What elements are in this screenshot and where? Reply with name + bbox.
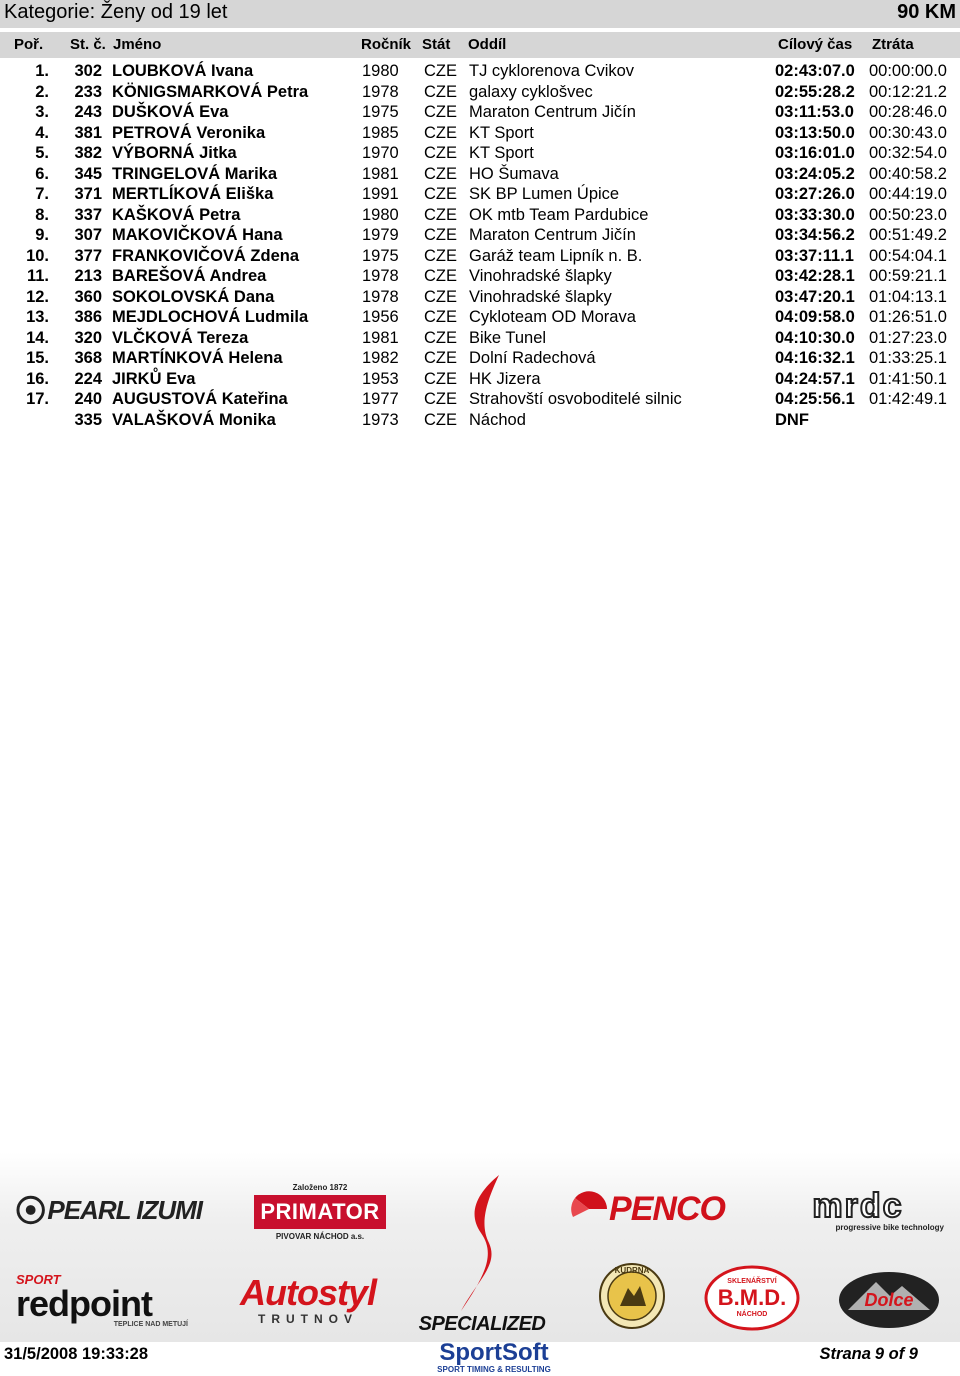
dolce-text: Dolce <box>864 1289 914 1310</box>
row-position: 13. <box>26 308 49 326</box>
row-state: CZE <box>424 267 457 285</box>
pearl-izumi-logo <box>16 1188 202 1232</box>
row-gap: 00:50:23.0 <box>869 205 947 224</box>
sportsoft-sub: SPORT TIMING & RESULTING <box>437 1364 551 1374</box>
mrdc-sub: progressive bike technology <box>835 1222 944 1232</box>
row-club: HO Šumava <box>469 164 559 183</box>
mrdc-logo <box>772 1186 944 1234</box>
row-position: 5. <box>35 144 49 162</box>
table-row <box>0 389 960 410</box>
row-gap: 00:51:49.2 <box>869 226 947 244</box>
row-year: 1973 <box>362 410 399 429</box>
table-row <box>0 307 960 328</box>
bmd-sub: NÁCHOD <box>736 1311 768 1318</box>
race-distance: 90 KM <box>897 1 956 23</box>
row-club: SK BP Lumen Úpice <box>469 185 620 203</box>
row-finish-time: 03:42:28.1 <box>775 267 855 285</box>
row-name: VLČKOVÁ Tereza <box>112 328 249 347</box>
table-row <box>0 369 960 390</box>
row-state: CZE <box>424 349 457 367</box>
row-start-number: 307 <box>74 226 102 244</box>
row-finish-time: 03:16:01.0 <box>775 144 855 162</box>
row-start-number: 335 <box>74 410 102 429</box>
penco-logo <box>556 1186 738 1232</box>
row-year: 1991 <box>362 185 399 203</box>
table-row <box>0 266 960 287</box>
redpoint-logo <box>16 1270 188 1330</box>
page-label: Strana <box>819 1345 871 1363</box>
primator-founded: Založeno 1872 <box>292 1183 348 1192</box>
row-finish-time: 03:37:11.1 <box>775 246 854 265</box>
row-year: 1978 <box>362 82 399 101</box>
row-gap: 00:30:43.0 <box>869 123 947 142</box>
kudrna-logo <box>598 1262 666 1330</box>
penco-text: PENCO <box>609 1189 725 1228</box>
row-finish-time: 04:24:57.1 <box>775 369 855 388</box>
row-finish-time: 03:33:30.0 <box>775 205 855 224</box>
row-year: 1977 <box>362 390 399 408</box>
row-year: 1985 <box>362 123 399 142</box>
autostyl-sub: TRUTNOV <box>258 1312 358 1326</box>
row-gap: 01:33:25.1 <box>869 349 947 367</box>
sportsoft-logo <box>410 1340 578 1374</box>
row-start-number: 360 <box>74 287 102 306</box>
row-start-number: 302 <box>74 62 102 80</box>
row-finish-time: 03:47:20.1 <box>775 287 855 306</box>
row-club: Garáž team Lipník n. B. <box>469 246 643 265</box>
row-name: KAŠKOVÁ Petra <box>112 205 241 224</box>
row-position: 1. <box>35 62 49 80</box>
table-row <box>0 287 960 308</box>
row-club: Dolní Radechová <box>469 349 596 367</box>
row-name: PETROVÁ Veronika <box>112 123 266 142</box>
row-position: 15. <box>26 349 49 367</box>
table-row <box>0 82 960 103</box>
row-position: 7. <box>35 185 49 203</box>
primator-logo <box>254 1176 386 1248</box>
table-row <box>0 61 960 82</box>
row-name: MEJDLOCHOVÁ Ludmila <box>112 308 309 326</box>
row-state: CZE <box>424 308 457 326</box>
row-start-number: 368 <box>74 349 102 367</box>
col-start-number: St. č. <box>70 36 106 53</box>
row-state: CZE <box>424 205 457 224</box>
row-club: Náchod <box>469 410 526 429</box>
row-state: CZE <box>424 123 457 142</box>
row-state: CZE <box>424 390 457 408</box>
row-gap: 00:59:21.1 <box>869 267 947 285</box>
row-gap: 00:40:58.2 <box>869 164 947 183</box>
specialized-s-icon <box>447 1173 517 1313</box>
row-position: 9. <box>35 226 49 244</box>
col-position: Poř. <box>14 36 44 53</box>
redpoint-sport: SPORT <box>16 1272 61 1287</box>
redpoint-text: redpoint <box>16 1283 152 1324</box>
row-name: JIRKŮ Eva <box>112 369 196 388</box>
row-year: 1981 <box>362 328 399 347</box>
row-position: 17. <box>26 390 49 408</box>
row-club: Vinohradské šlapky <box>469 287 612 306</box>
row-position: 3. <box>35 103 49 121</box>
primator-sub: PIVOVAR NÁCHOD a.s. <box>275 1232 365 1241</box>
row-state: CZE <box>424 369 457 388</box>
dolce-logo <box>836 1270 942 1330</box>
specialized-text: SPECIALIZED <box>418 1313 546 1335</box>
row-club: TJ cyklorenova Cvikov <box>469 62 635 80</box>
row-state: CZE <box>424 246 457 265</box>
row-start-number: 337 <box>74 205 102 224</box>
row-state: CZE <box>424 328 457 347</box>
redpoint-sub: TEPLICE NAD METUJÍ <box>113 1321 188 1328</box>
row-state: CZE <box>424 82 457 101</box>
bmd-top: SKLENÁŘSTVÍ <box>727 1278 777 1285</box>
col-year: Ročník <box>361 36 412 53</box>
table-row <box>0 348 960 369</box>
row-start-number: 377 <box>74 246 102 265</box>
table-row <box>0 205 960 226</box>
pearl-izumi-text: PEARL IZUMI <box>47 1194 202 1225</box>
row-position: 14. <box>26 328 49 347</box>
row-year: 1979 <box>362 226 399 244</box>
table-row <box>0 410 960 431</box>
row-state: CZE <box>424 164 457 183</box>
row-year: 1975 <box>362 246 399 265</box>
row-name: MARTÍNKOVÁ Helena <box>112 349 283 367</box>
row-state: CZE <box>424 144 457 162</box>
row-year: 1978 <box>362 287 399 306</box>
row-gap: 00:54:04.1 <box>869 246 947 265</box>
row-gap: 01:04:13.1 <box>869 287 947 306</box>
row-name: TRINGELOVÁ Marika <box>112 164 278 183</box>
row-position: 4. <box>35 123 49 142</box>
kudrna-text: KUDRNA <box>614 1266 650 1275</box>
row-club: HK Jizera <box>469 369 541 388</box>
row-position: 2. <box>35 82 49 101</box>
row-finish-time: 04:16:32.1 <box>775 349 855 367</box>
col-name: Jméno <box>113 36 162 53</box>
row-finish-time: 03:27:26.0 <box>775 185 855 203</box>
row-club: Strahovští osvoboditelé silnic <box>469 390 682 408</box>
table-row <box>0 246 960 267</box>
row-name: AUGUSTOVÁ Kateřina <box>112 390 288 408</box>
row-gap: 00:28:46.0 <box>869 103 947 121</box>
pearl-izumi-icon <box>16 1195 45 1225</box>
autostyl-text: Autostyl <box>240 1272 376 1313</box>
row-state: CZE <box>424 103 457 121</box>
page-indicator <box>820 1345 918 1364</box>
row-name: BAREŠOVÁ Andrea <box>112 267 267 285</box>
table-row <box>0 225 960 246</box>
row-name: MAKOVIČKOVÁ Hana <box>112 226 283 244</box>
row-year: 1975 <box>362 103 399 121</box>
row-club: Bike Tunel <box>469 328 547 347</box>
row-gap: 00:32:54.0 <box>869 144 947 162</box>
row-start-number: 320 <box>74 328 102 347</box>
row-name: VÝBORNÁ Jitka <box>112 144 237 162</box>
row-start-number: 213 <box>74 267 102 285</box>
row-finish-time: 03:24:05.2 <box>775 164 855 183</box>
row-start-number: 243 <box>74 103 102 121</box>
table-row <box>0 164 960 185</box>
row-club: KT Sport <box>469 123 534 142</box>
row-year: 1953 <box>362 369 399 388</box>
primator-text: PRIMATOR <box>254 1195 385 1229</box>
table-row <box>0 328 960 349</box>
row-year: 1980 <box>362 62 399 80</box>
row-position: 16. <box>26 369 49 388</box>
table-row <box>0 123 960 144</box>
row-finish-time: 03:34:56.2 <box>775 226 855 244</box>
page-value: 9 of 9 <box>874 1345 918 1363</box>
row-finish-time: 02:55:28.2 <box>775 82 855 101</box>
row-year: 1970 <box>362 144 399 162</box>
col-state: Stát <box>422 36 451 53</box>
row-gap: 01:27:23.0 <box>869 328 947 347</box>
row-club: Cykloteam OD Morava <box>469 308 636 326</box>
penco-sun-icon <box>569 1189 609 1229</box>
row-finish-time: 04:09:58.0 <box>775 308 855 326</box>
row-position: 10. <box>26 246 49 265</box>
row-start-number: 240 <box>74 390 102 408</box>
category-title: Kategorie: Ženy od 19 let <box>4 1 228 23</box>
row-start-number: 382 <box>74 144 102 162</box>
row-gap: 00:44:19.0 <box>869 185 947 203</box>
bmd-text: B.M.D. <box>717 1285 787 1310</box>
print-datetime: 31/5/2008 19:33:28 <box>4 1345 149 1363</box>
row-start-number: 381 <box>74 123 102 142</box>
col-gap: Ztráta <box>872 36 914 53</box>
row-gap: 00:00:00.0 <box>869 62 947 80</box>
autostyl-logo <box>228 1272 388 1328</box>
row-position: 8. <box>35 205 49 224</box>
row-name: VALAŠKOVÁ Monika <box>112 410 276 429</box>
row-finish-time: 04:25:56.1 <box>775 390 855 408</box>
row-name: SOKOLOVSKÁ Dana <box>112 287 275 306</box>
bmd-logo <box>700 1264 804 1332</box>
row-club: KT Sport <box>469 144 534 162</box>
row-year: 1980 <box>362 205 399 224</box>
row-start-number: 386 <box>74 308 102 326</box>
row-start-number: 345 <box>74 164 102 183</box>
row-start-number: 371 <box>74 185 102 203</box>
row-gap: 01:41:50.1 <box>869 369 947 388</box>
row-state: CZE <box>424 410 457 429</box>
col-club: Oddíl <box>468 36 507 53</box>
row-finish-time: 03:13:50.0 <box>775 123 855 142</box>
row-position: 12. <box>26 287 49 306</box>
row-gap: 01:26:51.0 <box>869 308 947 326</box>
row-finish-time: 02:43:07.0 <box>775 62 855 80</box>
col-finish-time: Cílový čas <box>778 36 853 53</box>
row-name: FRANKOVIČOVÁ Zdena <box>112 246 300 265</box>
table-row <box>0 102 960 123</box>
row-year: 1978 <box>362 267 399 285</box>
row-name: DUŠKOVÁ Eva <box>112 103 229 121</box>
row-year: 1981 <box>362 164 399 183</box>
specialized-logo <box>408 1158 556 1336</box>
table-row <box>0 143 960 164</box>
row-year: 1982 <box>362 349 399 367</box>
table-row <box>0 184 960 205</box>
row-club: OK mtb Team Pardubice <box>469 205 649 224</box>
row-position: 6. <box>35 164 49 183</box>
row-club: Vinohradské šlapky <box>469 267 612 285</box>
row-club: Maraton Centrum Jičín <box>469 103 636 121</box>
row-state: CZE <box>424 287 457 306</box>
row-finish-time: 04:10:30.0 <box>775 328 855 347</box>
sportsoft-text: SportSoft <box>439 1338 549 1366</box>
row-club: galaxy cyklošvec <box>469 82 593 101</box>
row-gap: 01:42:49.1 <box>869 390 947 408</box>
row-start-number: 233 <box>74 82 102 101</box>
row-name: KÖNIGSMARKOVÁ Petra <box>112 82 309 101</box>
row-name: MERTLÍKOVÁ Eliška <box>112 185 274 203</box>
row-position: 11. <box>26 267 49 285</box>
row-finish-time: 03:11:53.0 <box>775 103 854 121</box>
row-gap: 00:12:21.2 <box>869 82 947 101</box>
row-name: LOUBKOVÁ Ivana <box>112 62 254 80</box>
row-year: 1956 <box>362 308 399 326</box>
row-state: CZE <box>424 185 457 203</box>
row-finish-time: DNF <box>775 410 809 429</box>
row-state: CZE <box>424 62 457 80</box>
row-club: Maraton Centrum Jičín <box>469 226 636 244</box>
row-state: CZE <box>424 226 457 244</box>
mrdc-text: mrdc <box>812 1186 904 1225</box>
row-start-number: 224 <box>74 369 102 388</box>
